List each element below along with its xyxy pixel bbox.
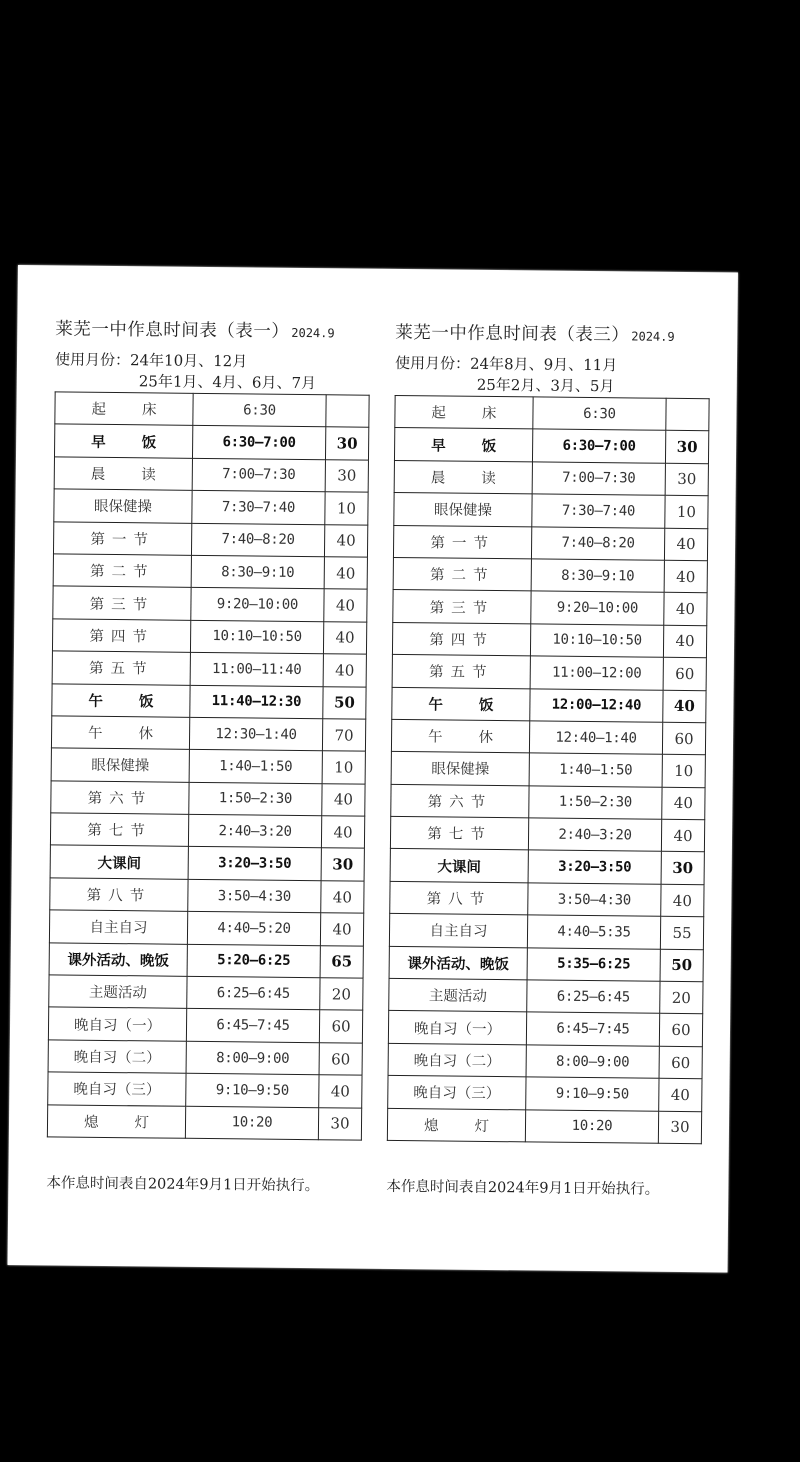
activity-name: 第六节 — [87, 790, 153, 808]
months-line-1: 使用月份：24年10月、12月 — [54, 350, 248, 371]
time-range-cell: 10:20 — [185, 1106, 318, 1140]
activity-cell — [389, 978, 527, 1012]
activity-name: 第四节 — [429, 632, 494, 649]
time-range-cell: 6:25—6:45 — [527, 980, 660, 1014]
duration-minutes-cell: 40 — [664, 593, 707, 626]
time-range-cell: 1:50—2:30 — [189, 782, 322, 816]
table-row — [55, 392, 369, 428]
activity-cell — [54, 489, 192, 523]
activity-cell — [55, 392, 193, 426]
time-range-cell: 4:40—5:20 — [187, 912, 320, 946]
duration-minutes-cell: 60 — [319, 1010, 362, 1043]
duration-minutes-cell: 40 — [661, 884, 704, 917]
version-label: 2024.9 — [291, 325, 335, 341]
schedule-table-3 — [386, 269, 716, 1198]
time-range-cell: 12:30—1:40 — [189, 717, 322, 751]
time-range-cell: 9:20—10:00 — [531, 591, 664, 625]
duration-minutes-cell: 40 — [661, 819, 704, 852]
duration-minutes-cell — [666, 398, 709, 431]
activity-cell — [52, 619, 190, 653]
months-line-2: 25年1月、4月、6月、7月 — [138, 372, 317, 393]
time-range-cell: 11:00—11:40 — [190, 652, 323, 686]
activity-cell — [49, 975, 187, 1009]
activity-name: 主题活动 — [428, 988, 487, 1006]
duration-minutes-cell: 70 — [322, 719, 365, 752]
table-row — [53, 586, 367, 622]
activity-cell — [394, 493, 532, 527]
time-range-cell: 5:35—6:25 — [527, 948, 660, 982]
title-text: 莱芜一中作息时间表（表一） — [55, 319, 290, 342]
activity-name: 早饭 — [91, 433, 193, 452]
time-range-cell: 2:40—3:20 — [528, 818, 661, 852]
activity-name: 起床 — [431, 405, 533, 423]
duration-minutes-cell: 60 — [663, 657, 706, 690]
time-range-cell: 3:50—4:30 — [528, 883, 661, 917]
table-row — [391, 752, 705, 788]
activity-cell — [392, 655, 530, 689]
duration-minutes-cell: 40 — [319, 1075, 362, 1108]
activity-name: 晚自习（二） — [413, 1053, 501, 1071]
table-row — [47, 1104, 361, 1140]
duration-minutes-cell: 40 — [662, 787, 705, 820]
time-range-cell: 6:45—7:45 — [186, 1009, 319, 1043]
table-row — [393, 525, 707, 561]
table-row — [393, 557, 707, 593]
time-range-cell: 7:00—7:30 — [532, 462, 665, 496]
time-range-cell: 8:30—9:10 — [191, 555, 324, 589]
time-range-cell: 8:00—9:00 — [186, 1041, 319, 1075]
activity-name: 第一节 — [430, 535, 495, 552]
duration-minutes-cell: 10 — [662, 755, 705, 788]
time-range-cell: 11:40—12:30 — [190, 685, 323, 719]
activity-cell — [388, 1043, 526, 1077]
activity-cell — [50, 845, 188, 879]
table-row — [52, 683, 366, 719]
time-range-cell: 2:40—3:20 — [188, 814, 321, 848]
activity-cell — [388, 1076, 526, 1110]
time-range-cell: 8:00—9:00 — [526, 1045, 659, 1079]
activity-name: 晚自习（一） — [413, 1020, 502, 1038]
table-row — [49, 975, 363, 1011]
activity-name: 眼保健操 — [433, 502, 493, 520]
time-range-cell: 3:50—4:30 — [188, 879, 321, 913]
time-range-cell: 7:00—7:30 — [192, 458, 325, 492]
activity-cell — [391, 784, 529, 818]
table-row — [391, 719, 705, 755]
table-row — [388, 1011, 702, 1047]
table-row — [387, 1108, 701, 1144]
activity-cell — [50, 878, 188, 912]
table-row — [50, 813, 364, 849]
activity-cell — [395, 395, 533, 429]
table-row — [390, 881, 704, 917]
table-row — [53, 521, 367, 557]
table-row — [390, 849, 704, 885]
time-range-cell: 7:40—8:20 — [191, 523, 324, 557]
activity-name: 第五节 — [88, 661, 154, 678]
time-range-cell: 10:10—10:50 — [530, 624, 663, 658]
duration-minutes-cell: 20 — [320, 978, 363, 1011]
duration-minutes-cell: 40 — [321, 881, 364, 914]
activity-cell — [53, 554, 191, 588]
activity-name: 熄灯 — [83, 1114, 186, 1132]
duration-minutes-cell: 40 — [324, 589, 367, 622]
table-title — [55, 315, 335, 343]
activity-cell — [391, 752, 529, 786]
activity-name: 第四节 — [89, 628, 154, 646]
duration-minutes-cell: 40 — [320, 913, 363, 946]
time-range-cell: 6:30—7:00 — [192, 426, 325, 460]
activity-cell — [394, 428, 532, 462]
table-row — [393, 590, 707, 626]
activity-cell — [389, 914, 527, 948]
time-range-cell: 12:00—12:40 — [530, 688, 663, 722]
time-range-cell: 6:25—6:45 — [187, 976, 320, 1010]
activity-cell — [47, 1104, 185, 1138]
table-row — [51, 748, 365, 784]
activity-name: 自主自习 — [429, 923, 488, 941]
activity-name: 课外活动、晚饭 — [67, 951, 170, 970]
activity-name: 自主自习 — [89, 920, 148, 937]
activity-cell — [388, 1011, 526, 1045]
activity-cell — [51, 716, 189, 750]
months-line-2: 25年2月、3月、5月 — [476, 375, 615, 396]
time-range-cell: 6:30 — [193, 393, 326, 427]
activity-name: 眼保健操 — [431, 761, 490, 779]
duration-minutes-cell: 40 — [664, 528, 707, 561]
duration-minutes-cell: 60 — [319, 1043, 362, 1076]
duration-minutes-cell: 40 — [324, 557, 367, 590]
table-title — [395, 319, 675, 347]
duration-minutes-cell: 30 — [321, 848, 364, 881]
activity-name: 晨读 — [430, 470, 532, 488]
activity-cell — [48, 1072, 186, 1106]
table-row — [53, 554, 367, 590]
time-range-cell: 6:30—7:00 — [532, 429, 665, 463]
activity-cell — [51, 748, 189, 782]
activity-name: 午休 — [427, 729, 530, 747]
duration-minutes-cell: 30 — [665, 463, 708, 496]
activity-cell — [392, 687, 530, 721]
activity-cell — [393, 590, 531, 624]
duration-minutes-cell: 60 — [659, 1014, 702, 1047]
table-row — [52, 619, 366, 655]
duration-minutes-cell: 55 — [660, 917, 703, 950]
duration-minutes-cell: 40 — [663, 625, 706, 658]
duration-minutes-cell: 30 — [661, 852, 704, 885]
table-row — [54, 457, 368, 493]
duration-minutes-cell: 10 — [665, 495, 708, 528]
time-range-cell: 1:40—1:50 — [529, 753, 662, 787]
activity-cell — [52, 651, 190, 685]
time-range-cell: 9:20—10:00 — [191, 588, 324, 622]
activity-name: 熄灯 — [423, 1118, 526, 1136]
duration-minutes-cell: 50 — [660, 949, 703, 982]
schedule-grid — [47, 391, 370, 1140]
activity-name: 第三节 — [429, 599, 495, 617]
table-row — [394, 460, 708, 496]
time-range-cell: 6:30 — [533, 397, 666, 431]
activity-name: 眼保健操 — [93, 499, 153, 516]
table-row — [391, 784, 705, 820]
activity-cell — [50, 813, 188, 847]
title-text: 莱芜一中作息时间表（表三） — [395, 322, 630, 346]
table-row — [395, 395, 709, 431]
table-row — [389, 914, 703, 950]
time-range-cell: 6:45—7:45 — [526, 1012, 659, 1046]
duration-minutes-cell: 10 — [322, 751, 365, 784]
activity-cell — [389, 946, 527, 980]
effective-date-note: 本作息时间表自2024年9月1日开始执行。 — [386, 1178, 660, 1198]
activity-name: 第三节 — [89, 596, 155, 613]
activity-cell — [54, 424, 192, 458]
activity-name: 大课间 — [437, 858, 482, 876]
table-row — [388, 1043, 702, 1079]
table-row — [48, 1072, 362, 1108]
time-range-cell: 10:20 — [525, 1109, 658, 1143]
duration-minutes-cell: 60 — [662, 722, 705, 755]
duration-minutes-cell: 40 — [324, 524, 367, 557]
time-range-cell: 11:00—12:00 — [530, 656, 663, 690]
duration-minutes-cell: 40 — [322, 783, 365, 816]
activity-name: 课外活动、晚饭 — [407, 954, 510, 974]
table-row — [51, 781, 365, 817]
activity-name: 大课间 — [97, 854, 142, 872]
activity-name: 晚自习（二） — [73, 1049, 161, 1067]
activity-cell — [393, 525, 531, 559]
duration-minutes-cell: 40 — [323, 621, 366, 654]
table-row — [48, 1007, 362, 1043]
activity-cell — [49, 943, 187, 977]
version-label: 2024.9 — [631, 329, 675, 344]
duration-minutes-cell: 40 — [663, 690, 706, 723]
activity-cell — [54, 457, 192, 491]
duration-minutes-cell: 40 — [321, 816, 364, 849]
time-range-cell: 7:40—8:20 — [531, 526, 664, 560]
activity-cell — [391, 719, 529, 753]
activity-cell — [48, 1040, 186, 1074]
table-row — [392, 687, 706, 723]
time-range-cell: 3:20—3:50 — [188, 847, 321, 881]
duration-minutes-cell: 30 — [658, 1111, 701, 1144]
time-range-cell: 1:40—1:50 — [189, 750, 322, 784]
duration-minutes-cell: 40 — [323, 654, 366, 687]
table-row — [52, 651, 366, 687]
activity-cell — [49, 910, 187, 944]
time-range-cell: 8:30—9:10 — [531, 559, 664, 593]
activity-name: 晚自习（三） — [73, 1082, 161, 1099]
table-row — [48, 1040, 362, 1076]
activity-name: 眼保健操 — [91, 758, 150, 775]
activity-name: 晚自习（三） — [413, 1085, 501, 1103]
activity-name: 早饭 — [431, 436, 533, 455]
duration-minutes-cell: 40 — [664, 560, 707, 593]
activity-name: 起床 — [91, 401, 193, 420]
time-range-cell: 4:40—5:35 — [527, 915, 660, 949]
table-row — [54, 489, 368, 525]
activity-name: 第八节 — [86, 887, 152, 905]
duration-minutes-cell: 40 — [659, 1078, 702, 1111]
time-range-cell: 3:20—3:50 — [528, 850, 661, 884]
duration-minutes-cell: 30 — [665, 431, 708, 464]
duration-minutes-cell: 65 — [320, 945, 363, 978]
table-row — [389, 978, 703, 1014]
table-row — [54, 424, 368, 460]
activity-cell — [390, 881, 528, 915]
activity-cell — [390, 849, 528, 883]
time-range-cell: 10:10—10:50 — [190, 620, 323, 654]
duration-minutes-cell: 30 — [318, 1107, 361, 1140]
activity-name: 主题活动 — [88, 985, 147, 1002]
table-row — [392, 622, 706, 658]
time-range-cell: 1:50—2:30 — [529, 786, 662, 820]
table-row — [390, 817, 704, 853]
time-range-cell: 7:30—7:40 — [532, 494, 665, 528]
duration-minutes-cell: 10 — [325, 492, 368, 525]
activity-cell — [52, 683, 190, 717]
activity-name: 晨读 — [90, 466, 192, 484]
activity-cell — [51, 781, 189, 815]
months-line-1: 使用月份：24年8月、9月、11月 — [394, 353, 618, 375]
activity-cell — [53, 521, 191, 555]
activity-name: 午休 — [88, 725, 190, 743]
duration-minutes-cell: 60 — [659, 1046, 702, 1079]
time-range-cell: 12:40—1:40 — [529, 721, 662, 755]
table-row — [394, 428, 708, 464]
activity-name: 晚自习（一） — [73, 1017, 162, 1035]
activity-name: 第二节 — [89, 563, 155, 581]
schedule-table-1 — [46, 265, 376, 1195]
duration-minutes-cell: 30 — [325, 427, 368, 460]
activity-cell — [53, 586, 191, 620]
time-range-cell: 5:20—6:25 — [187, 944, 320, 978]
duration-minutes-cell — [326, 395, 369, 428]
activity-name: 午饭 — [428, 696, 530, 715]
paper-sheet — [8, 265, 738, 1272]
activity-name: 第一节 — [90, 531, 155, 549]
table-row — [389, 946, 703, 982]
table-row — [394, 493, 708, 529]
time-range-cell: 9:10—9:50 — [526, 1077, 659, 1111]
activity-cell — [394, 460, 532, 494]
table-row — [388, 1076, 702, 1112]
activity-name: 第五节 — [428, 664, 494, 682]
schedule-grid — [387, 395, 710, 1144]
duration-minutes-cell: 30 — [325, 460, 368, 493]
activity-cell — [387, 1108, 525, 1142]
activity-name: 第七节 — [87, 823, 152, 840]
table-row — [51, 716, 365, 752]
activity-name: 第六节 — [427, 794, 493, 811]
effective-date-note: 本作息时间表自2024年9月1日开始执行。 — [46, 1175, 320, 1195]
activity-name: 第二节 — [429, 567, 495, 585]
duration-minutes-cell: 20 — [660, 981, 703, 1014]
activity-cell — [392, 622, 530, 656]
activity-name: 午饭 — [88, 692, 190, 711]
activity-name: 第七节 — [427, 826, 492, 844]
activity-cell — [48, 1007, 186, 1041]
time-range-cell: 9:10—9:50 — [186, 1074, 319, 1108]
activity-cell — [390, 817, 528, 851]
activity-cell — [393, 557, 531, 591]
table-row — [50, 878, 364, 914]
activity-name: 第八节 — [426, 891, 492, 909]
time-range-cell: 7:30—7:40 — [192, 491, 325, 525]
table-row — [49, 943, 363, 979]
duration-minutes-cell: 50 — [323, 686, 366, 719]
table-row — [392, 655, 706, 691]
table-row — [49, 910, 363, 946]
table-row — [50, 845, 364, 881]
